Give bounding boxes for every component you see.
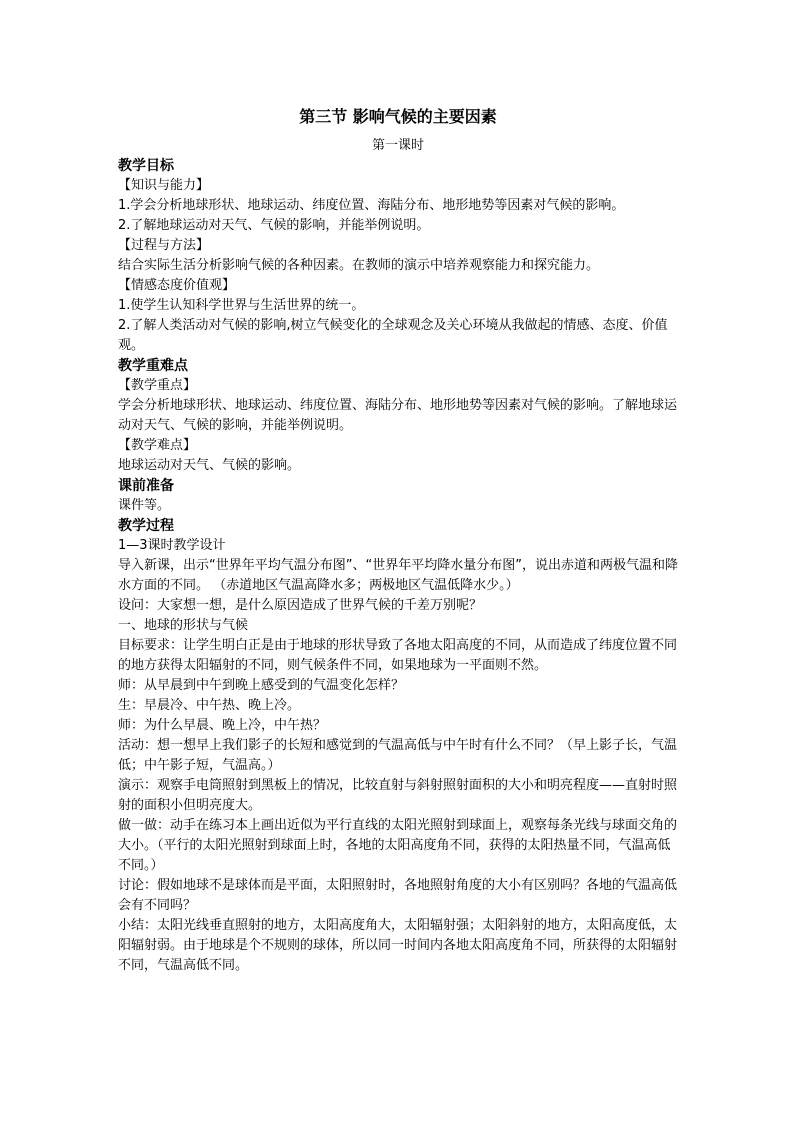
section-heading: 教学过程 (118, 518, 174, 534)
paragraph: 做一做：动手在练习本上画出近似为平行直线的太阳光照射到球面上，观察每条光线与球面交角的大小。（平行的太阳光照射到球面上时，各地的太阳高度角不同，获得的太阳热量不同，气温高低不同。） (118, 818, 678, 873)
paragraph: 1.使学生认知科学世界与生活世界的统一。 (118, 298, 365, 313)
paragraph: 2.了解人类活动对气候的影响,树立气候变化的全球观念及关心环境从我做起的情感、态度、价值观。 (118, 318, 668, 353)
paragraph: 师：从早晨到中午到晚上感受到的气温变化怎样？ (118, 678, 405, 693)
paragraph: 【知识与能力】 (118, 178, 210, 193)
page-subtitle: 第一课时 (371, 138, 424, 153)
paragraph: 2.了解地球运动对天气、气候的影响，并能举例说明。 (118, 218, 430, 233)
section-heading: 教学重难点 (118, 358, 188, 374)
paragraph: 【情感态度价值观】 (118, 278, 236, 293)
paragraph: 目标要求：让学生明白正是由于地球的形状导致了各地太阳高度的不同，从而造成了纬度位置不同的地方获得太阳辐射的不同，则气候条件不同，如果地球为一平面则不然。 (118, 638, 678, 673)
paragraph: 【教学重点】 (118, 378, 197, 393)
paragraph: 讨论：假如地球不是球体而是平面，太阳照射时，各地照射角度的大小有区别吗？各地的气温高低会有不同吗？ (118, 878, 678, 913)
paragraph: 1.学会分析地球形状、地球运动、纬度位置、海陆分布、地形地势等因素对气候的影响。 (118, 198, 625, 213)
section-heading: 教学目标 (118, 158, 174, 174)
paragraph: 活动：想一想早上我们影子的长短和感觉到的气温高低与中午时有什么不同？（早上影子长，气温低；中午影子短，气温高。） (118, 738, 678, 773)
paragraph: 课件等。 (118, 498, 171, 513)
paragraph: 学会分析地球形状、地球运动、纬度位置、海陆分布、地形地势等因素对气候的影响。了解地球运动对天气、气候的影响，并能举例说明。 (118, 398, 678, 433)
paragraph: 【过程与方法】 (118, 238, 210, 253)
paragraph: 演示：观察手电筒照射到黑板上的情况，比较直射与斜射照射面积的大小和明亮程度——直射时照射的面积小但明亮度大。 (118, 778, 678, 813)
paragraph: 【教学难点】 (118, 438, 197, 453)
paragraph: 导入新课，出示“世界年平均气温分布图”、“世界年平均降水量分布图”，说出赤道和两极气温和降水方面的不同。 （赤道地区气温高降水多；两极地区气温低降水少。） (118, 558, 678, 593)
paragraph: 生：早晨冷、中午热、晚上冷。 (118, 698, 301, 713)
document-body (118, 156, 678, 976)
paragraph: 一、地球的形状与气候 (118, 618, 249, 633)
paragraph: 结合实际生活分析影响气候的各种因素。在教师的演示中培养观察能力和探究能力。 (118, 258, 600, 273)
paragraph: 地球运动对天气、气候的影响。 (118, 458, 301, 473)
paragraph: 设问：大家想一想，是什么原因造成了世界气候的千差万别呢？ (118, 598, 483, 613)
page-title: 第三节 影响气候的主要因素 (299, 107, 497, 126)
section-heading: 课前准备 (118, 478, 174, 494)
paragraph: 师：为什么早晨、晚上冷，中午热？ (118, 718, 327, 733)
paragraph: 1—3课时教学设计 (118, 538, 226, 553)
paragraph: 小结：太阳光线垂直照射的地方，太阳高度角大，太阳辐射强；太阳斜射的地方，太阳高度低，太阳辐射弱。由于地球是个不规则的球体，所以同一时间内各地太阳高度角不同，所获得的太阳辐射不同，气温高低不同。 (118, 918, 678, 973)
document-page (118, 104, 678, 976)
